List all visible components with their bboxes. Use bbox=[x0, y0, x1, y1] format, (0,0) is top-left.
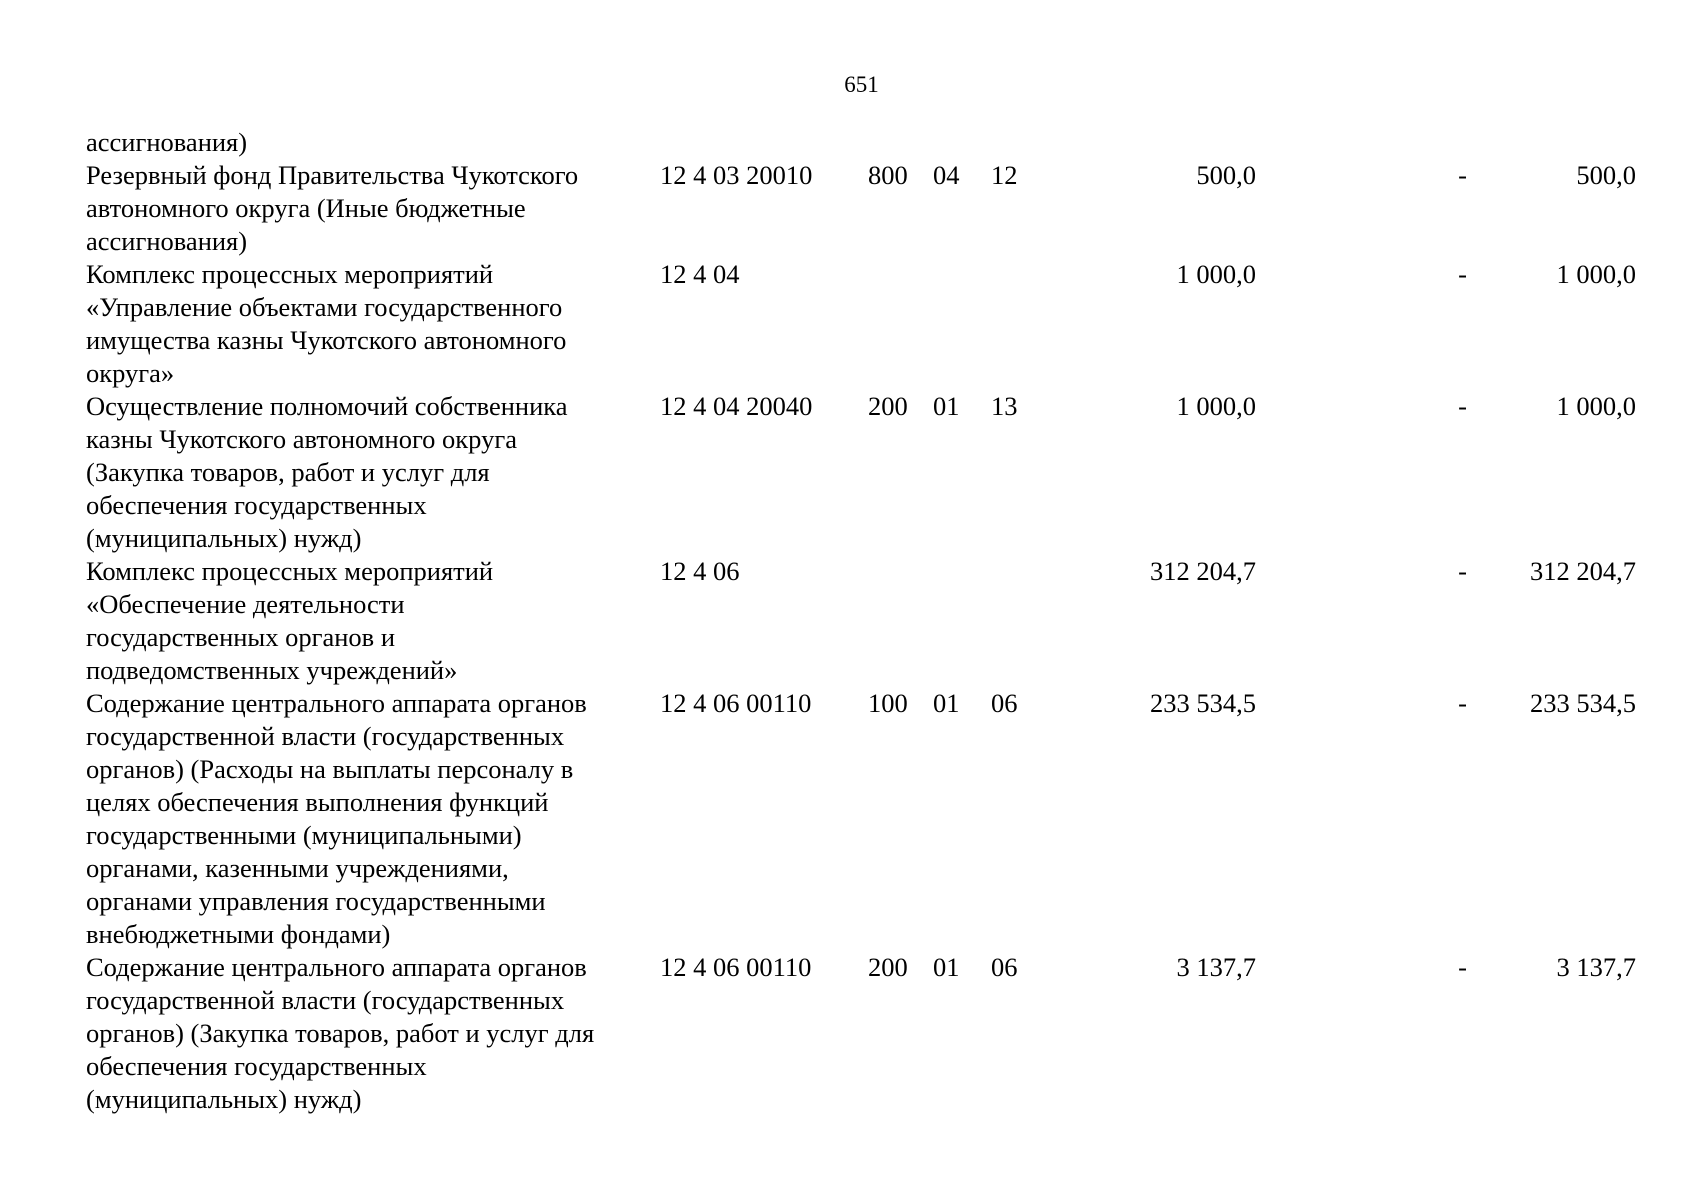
item-name-line: «Обеспечение деятельности bbox=[86, 589, 405, 619]
item-name-line: Резервный фонд Правительства Чукотского bbox=[86, 160, 579, 190]
budget-code-cell: 12 4 06 00110 bbox=[660, 688, 812, 718]
section-cell: 01 bbox=[933, 952, 960, 982]
item-name-cell bbox=[86, 555, 660, 687]
table-row bbox=[86, 126, 1636, 159]
item-name-cell bbox=[86, 159, 660, 258]
item-name-line: государственной власти (государственных bbox=[86, 721, 565, 751]
expense-type-cell: 200 bbox=[868, 952, 908, 982]
item-name-line: Содержание центрального аппарата органов bbox=[86, 952, 587, 982]
section-cell bbox=[933, 126, 991, 159]
budget-code-cell: 12 4 04 bbox=[660, 259, 740, 289]
item-name-line: (муниципальных) нужд) bbox=[86, 1084, 362, 1114]
table-row bbox=[86, 555, 1636, 687]
item-name-line: ассигнования) bbox=[86, 127, 248, 157]
item-name-line: обеспечения государственных bbox=[86, 490, 427, 520]
subsection-cell: 06 bbox=[991, 688, 1018, 718]
subsection-cell bbox=[991, 126, 1051, 159]
subsection-cell: 12 bbox=[991, 160, 1018, 190]
table-row bbox=[86, 687, 1636, 951]
total-cell: 1 000,0 bbox=[1556, 391, 1636, 421]
amount-cell: 1 000,0 bbox=[1176, 391, 1256, 421]
change-cell: - bbox=[1458, 391, 1467, 421]
item-name-line: автономного округа (Иные бюджетные bbox=[86, 193, 526, 223]
table-body bbox=[86, 126, 1636, 1116]
item-name-line: ассигнования) bbox=[86, 226, 248, 256]
subsection-cell: 13 bbox=[991, 391, 1018, 421]
table-row bbox=[86, 258, 1636, 390]
expense-type-cell bbox=[868, 555, 933, 687]
section-cell bbox=[933, 555, 991, 687]
change-cell: - bbox=[1458, 259, 1467, 289]
item-name-cell bbox=[86, 126, 660, 159]
item-name-line: органами управления государственными bbox=[86, 886, 546, 916]
expense-type-cell bbox=[868, 126, 933, 159]
budget-code-cell: 12 4 04 20040 bbox=[660, 391, 813, 421]
item-name-line: органов) (Расходы на выплаты персоналу в bbox=[86, 754, 574, 784]
budget-table bbox=[86, 126, 1636, 1116]
table-row bbox=[86, 951, 1636, 1116]
table-row bbox=[86, 159, 1636, 258]
item-name-line: государственных органов и bbox=[86, 622, 395, 652]
expense-type-cell: 100 bbox=[868, 688, 908, 718]
item-name-line: внебюджетными фондами) bbox=[86, 919, 391, 949]
section-cell: 01 bbox=[933, 391, 960, 421]
item-name-line: Содержание центрального аппарата органов bbox=[86, 688, 587, 718]
subsection-cell bbox=[991, 258, 1051, 390]
item-name-line: подведомственных учреждений» bbox=[86, 655, 458, 685]
change-cell: - bbox=[1458, 952, 1467, 982]
item-name-line: Комплекс процессных мероприятий bbox=[86, 556, 494, 586]
item-name-line: (муниципальных) нужд) bbox=[86, 523, 362, 553]
amount-cell: 312 204,7 bbox=[1150, 556, 1256, 586]
expense-type-cell: 200 bbox=[868, 391, 908, 421]
total-cell: 233 534,5 bbox=[1530, 688, 1636, 718]
subsection-cell bbox=[991, 555, 1051, 687]
expense-type-cell bbox=[868, 258, 933, 390]
budget-code-cell bbox=[660, 126, 868, 159]
item-name-cell bbox=[86, 951, 660, 1116]
item-name-line: государственной власти (государственных bbox=[86, 985, 565, 1015]
expense-type-cell: 800 bbox=[868, 160, 908, 190]
item-name-cell bbox=[86, 687, 660, 951]
item-name-line: государственными (муниципальными) bbox=[86, 820, 522, 850]
page-number: 651 bbox=[844, 72, 879, 97]
change-cell: - bbox=[1458, 556, 1467, 586]
budget-code-cell: 12 4 06 bbox=[660, 556, 740, 586]
item-name-line: (Закупка товаров, работ и услуг для bbox=[86, 457, 490, 487]
total-cell bbox=[1467, 126, 1636, 159]
amount-cell: 233 534,5 bbox=[1150, 688, 1256, 718]
total-cell: 500,0 bbox=[1576, 160, 1636, 190]
item-name-line: казны Чукотского автономного округа bbox=[86, 424, 517, 454]
section-cell: 04 bbox=[933, 160, 960, 190]
section-cell bbox=[933, 258, 991, 390]
budget-code-cell: 12 4 06 00110 bbox=[660, 952, 812, 982]
budget-code-cell: 12 4 03 20010 bbox=[660, 160, 813, 190]
amount-cell: 3 137,7 bbox=[1176, 952, 1256, 982]
change-cell: - bbox=[1458, 688, 1467, 718]
item-name-line: имущества казны Чукотского автономного bbox=[86, 325, 567, 355]
item-name-line: «Управление объектами государственного bbox=[86, 292, 563, 322]
item-name-cell bbox=[86, 258, 660, 390]
item-name-line: целях обеспечения выполнения функций bbox=[86, 787, 549, 817]
item-name-cell bbox=[86, 390, 660, 555]
item-name-line: обеспечения государственных bbox=[86, 1051, 427, 1081]
table-row bbox=[86, 390, 1636, 555]
amount-cell: 500,0 bbox=[1196, 160, 1256, 190]
item-name-line: Осуществление полномочий собственника bbox=[86, 391, 568, 421]
change-cell: - bbox=[1458, 160, 1467, 190]
total-cell: 3 137,7 bbox=[1556, 952, 1636, 982]
item-name-line: Комплекс процессных мероприятий bbox=[86, 259, 494, 289]
total-cell: 312 204,7 bbox=[1530, 556, 1636, 586]
item-name-line: округа» bbox=[86, 358, 175, 388]
total-cell: 1 000,0 bbox=[1556, 259, 1636, 289]
section-cell: 01 bbox=[933, 688, 960, 718]
subsection-cell: 06 bbox=[991, 952, 1018, 982]
amount-cell bbox=[1051, 126, 1256, 159]
change-cell bbox=[1256, 126, 1467, 159]
item-name-line: органов) (Закупка товаров, работ и услуг для bbox=[86, 1018, 595, 1048]
item-name-line: органами, казенными учреждениями, bbox=[86, 853, 509, 883]
amount-cell: 1 000,0 bbox=[1176, 259, 1256, 289]
